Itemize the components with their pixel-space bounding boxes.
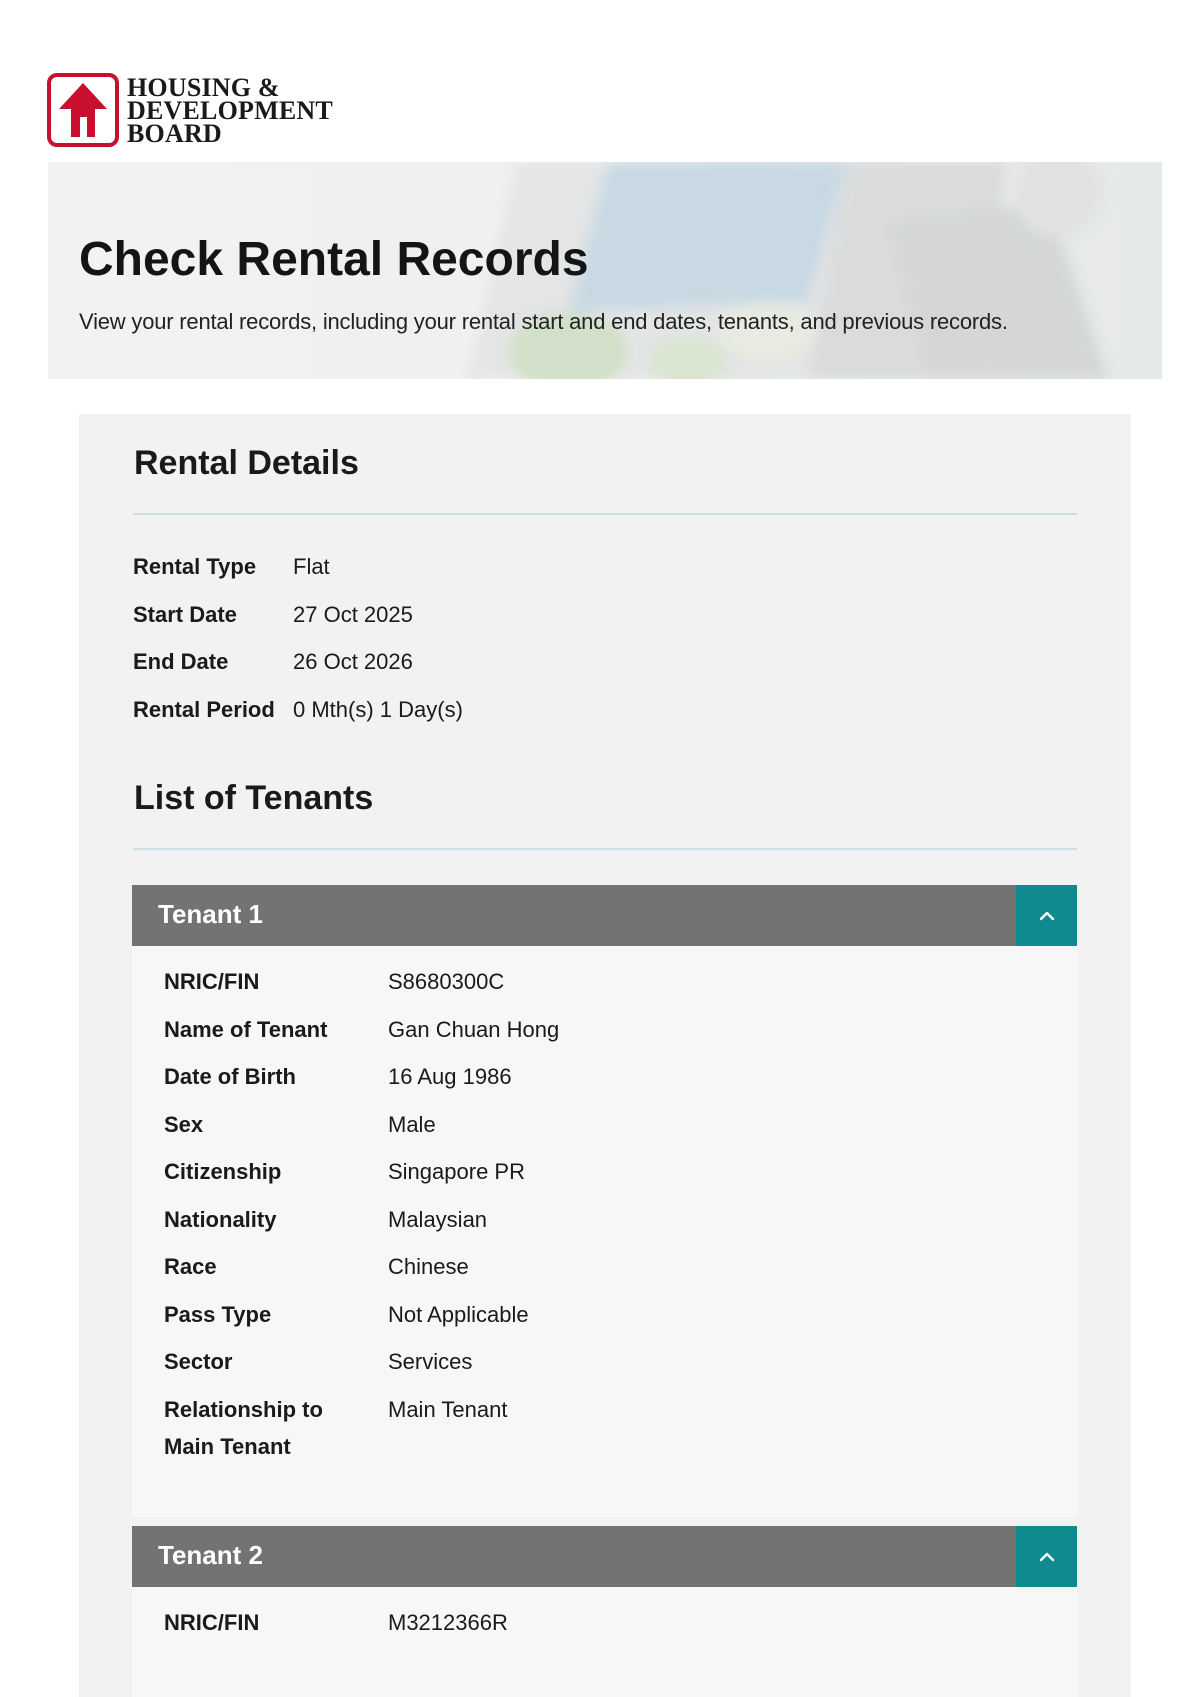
rental-type-value: Flat <box>293 554 330 579</box>
tenant-1-sex-row <box>164 1106 559 1154</box>
race-value: Chinese <box>388 1254 469 1279</box>
dob-value: 16 Aug 1986 <box>388 1064 512 1089</box>
rental-period-row <box>133 697 463 745</box>
end-date-row <box>133 649 463 697</box>
relationship-value: Main Tenant <box>388 1396 508 1422</box>
page-title: Check Rental Records <box>79 233 589 286</box>
rental-type-row <box>133 554 463 602</box>
rental-details-divider <box>133 513 1077 515</box>
nationality-label: Nationality <box>164 1206 277 1232</box>
rental-type-label: Rental Type <box>133 554 257 579</box>
tenant-1-detail-list <box>164 963 559 1465</box>
house-arrow-icon <box>47 73 119 147</box>
tenant-1-accordion-header[interactable] <box>132 885 1077 946</box>
end-date-label: End Date <box>133 649 229 674</box>
tenant-1-collapse-button[interactable] <box>1016 885 1077 946</box>
tenant-1-name-row <box>164 1011 559 1059</box>
list-of-tenants-heading: List of Tenants <box>134 779 374 817</box>
logo-line-3: BOARD <box>127 118 222 148</box>
tenant-2-details <box>132 1587 1077 1697</box>
pass-type-label: Pass Type <box>164 1301 272 1327</box>
rental-details-heading: Rental Details <box>134 444 359 482</box>
rental-details-list <box>133 554 463 744</box>
tenant-2-nric-row <box>164 1604 508 1652</box>
sector-value: Services <box>388 1349 473 1374</box>
start-date-row <box>133 602 463 650</box>
tenants-divider <box>133 848 1077 850</box>
start-date-label: Start Date <box>133 601 237 627</box>
tenant-1-race-row <box>164 1248 559 1296</box>
tenant-1-title: Tenant 1 <box>158 899 263 929</box>
nric-value: M3212366R <box>388 1610 508 1635</box>
nric-label: NRIC/FIN <box>164 1610 260 1635</box>
tenant-1-nationality-row <box>164 1201 559 1249</box>
tenant-1-relationship-row <box>164 1391 559 1465</box>
logo-line-1: HOUSING & <box>127 72 280 102</box>
sex-value: Male <box>388 1111 436 1137</box>
tenant-1-pass-type-row <box>164 1296 559 1344</box>
nric-label: NRIC/FIN <box>164 969 260 994</box>
nationality-value: Malaysian <box>388 1206 488 1232</box>
pass-type-value: Not Applicable <box>388 1301 529 1327</box>
hdb-logo <box>47 73 333 147</box>
race-label: Race <box>164 1254 217 1279</box>
tenant-1-details <box>132 946 1077 1517</box>
name-value: Gan Chuan Hong <box>388 1016 560 1042</box>
dob-label: Date of Birth <box>164 1064 296 1089</box>
citizenship-value: Singapore PR <box>388 1159 525 1184</box>
end-date-value: 26 Oct 2026 <box>293 649 413 674</box>
citizenship-label: Citizenship <box>164 1159 282 1184</box>
start-date-value: 27 Oct 2025 <box>293 601 413 627</box>
tenant-2-title: Tenant 2 <box>158 1540 263 1570</box>
name-label: Name of Tenant <box>164 1016 328 1042</box>
hero-banner <box>48 162 1162 379</box>
page-description: View your rental records, including your rental start and end dates, tenants, and previous records. <box>79 309 1008 334</box>
tenant-2-accordion-header[interactable] <box>132 1526 1077 1587</box>
relationship-label: Relationship to Main Tenant <box>164 1396 323 1459</box>
sector-label: Sector <box>164 1349 233 1374</box>
rental-period-label: Rental Period <box>133 696 275 722</box>
nric-value: S8680300C <box>388 969 505 994</box>
tenant-2-detail-list <box>164 1604 508 1652</box>
tenant-1-citizenship-row <box>164 1153 559 1201</box>
chevron-up-icon <box>1038 1551 1056 1563</box>
chevron-up-icon <box>1038 910 1056 922</box>
tenant-2-collapse-button[interactable] <box>1016 1526 1077 1587</box>
sex-label: Sex <box>164 1111 204 1137</box>
rental-period-value: 0 Mth(s) 1 Day(s) <box>293 696 463 722</box>
logo-wordmark <box>127 72 333 148</box>
tenant-1-sector-row <box>164 1343 559 1391</box>
tenant-1-dob-row <box>164 1058 559 1106</box>
logo-line-2: DEVELOPMENT <box>127 95 333 125</box>
tenant-1-nric-row <box>164 963 559 1011</box>
rental-records-card <box>79 414 1131 1697</box>
